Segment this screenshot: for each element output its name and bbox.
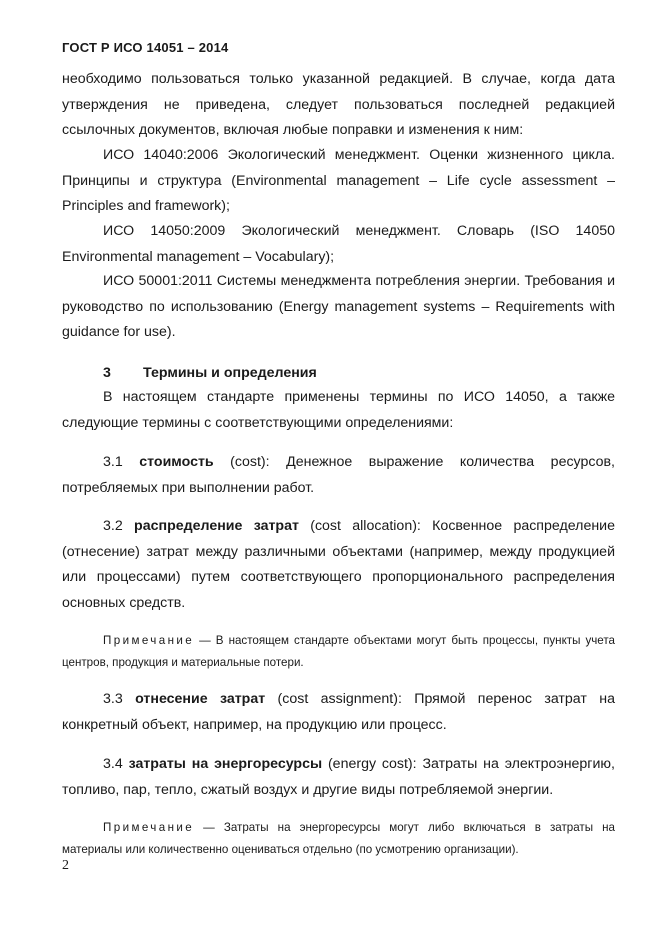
term-name: отнесение затрат [135,691,266,707]
term-definition: (energy cost): Затраты на электроэнергию, топливо, пар, тепло, сжатый воздух и другие виды потребляемой энергии. [62,756,615,798]
term-number: 3.1 [103,454,123,470]
document-header: ГОСТ Р ИСО 14051 – 2014 [62,40,229,55]
term-entry [62,450,615,501]
section-number: 3 [103,365,111,381]
section-intro: В настоящем стандарте применены термины по ИСО 14050, а также следующие термины с соответствующими определениями: [62,389,615,431]
term-name: стоимость [139,454,214,470]
term-entry [62,687,615,738]
term-definition: (cost): Денежное выражение количества ресурсов, потребляемых при выполнении работ. [62,454,615,496]
note [62,817,615,860]
term-number: 3.2 [103,518,123,534]
term-name: распределение затрат [134,518,299,534]
note-label: Примечание [103,821,195,834]
section-heading [103,362,317,384]
term-name: затраты на энергоресурсы [128,756,323,772]
note-label: Примечание [103,634,195,647]
term-definition: (cost assignment): Прямой перенос затрат на конкретный объект, например, на продукцию или процесс. [62,691,615,733]
term-entry [62,752,615,803]
note [62,630,615,673]
intro-paragraph: необходимо пользоваться только указанной редакцией. В случае, когда дата утверждения не приведена, следует пользоваться последней редакцией ссылочных документов, включая любые поправки и изменения к ним: [62,71,615,138]
reference-iso-14050: ИСО 14050:2009 Экологический менеджмент. Словарь (ISO 14050 Environmental management – Vocabulary); [62,223,615,265]
term-number: 3.4 [103,756,123,772]
page-number: 2 [62,858,69,873]
reference-iso-50001: ИСО 50001:2011 Системы менеджмента потребления энергии. Требования и руководство по использованию (Energy management systems – Requirements with guidance for use). [62,273,615,340]
note-text: — В настоящем стандарте объектами могут быть процессы, пункты учета центров, продукция и материальные потери. [62,634,615,669]
section-title: Термины и определения [143,365,317,381]
reference-iso-14040: ИСО 14040:2006 Экологический менеджмент. Оценки жизненного цикла. Принципы и структура (Environmental management – Life cycle assessment – Principles and framework); [62,147,615,214]
term-definition: (cost allocation): Косвенное распределение (отнесение) затрат между различными объектами (например, между продукцией или процессами) путем соответствующего пропорционального распределения основных средств. [62,518,615,611]
term-number: 3.3 [103,691,123,707]
note-text: — Затраты на энергоресурсы могут либо включаться в затраты на материалы или количественно оцениваться отдельно (по усмотрению организации). [62,821,615,856]
term-entry [62,514,615,616]
